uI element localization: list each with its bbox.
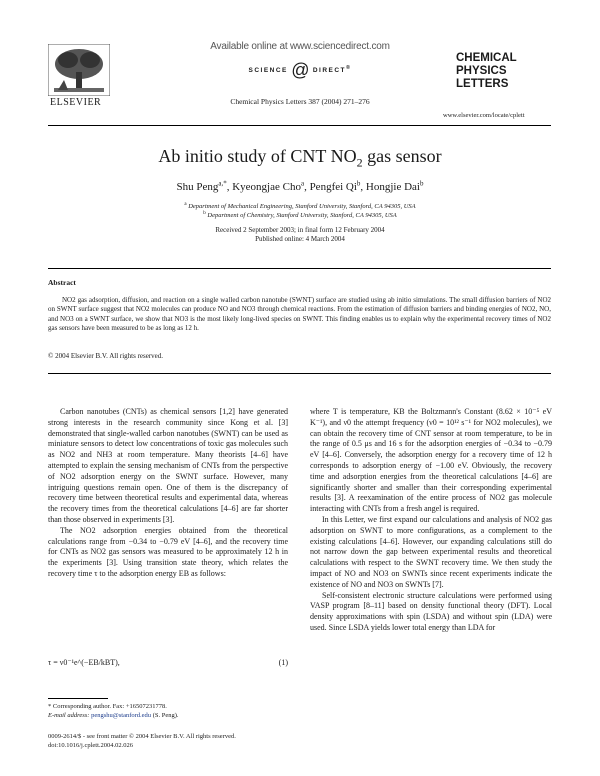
abstract-copyright: © 2004 Elsevier B.V. All rights reserved. [48,352,164,360]
sd-at-symbol: @ [291,60,310,80]
author: Pengfei Qi$^b$, [309,179,366,193]
journal-line-2: PHYSICS [456,65,507,77]
corresponding-author: * Corresponding author. Fax: +16507231778. [48,703,167,710]
abstract-bottom-rule [48,373,551,374]
header-rule [48,125,551,126]
sd-right: DIRECT [312,67,347,75]
paragraph: Carbon nanotubes (CNTs) as chemical sensors [1,2] have generated strong interests in the research community since Kong et al. [3] demonstrated that single-walled carbon nanotubes (SWNT) can be used as miniature sensors to detect low concentrations of toxic gas molecules such as NO2 and NH3 at room temperature. Many theorists [4–6] have attempted to explain the sensing mechanism of CNTs from the perspective of NO2 adsorption energy on the SWNT surface. However, many intriguing questions remain open. One of them is the discrepancy of recovery time between theoretical results and experimental data, whereas the recovery times from the theoretical calculations [4–6] are far shorter than those observed in experiments [3]. [48,407,288,524]
title-subscript: 2 [356,155,363,170]
paragraph: In this Letter, we first expand our calculations and analysis of NO2 gas adsorption on SWNT to more configurations, as a complement to the existing calculations [4–6]. However, our expanding calculations still do not narrow down the gap between experimental results and theoretical calculations with respect to the SWNT recovery time. We then study the impact of NO and NO3 on SWNTs since recent experiments indicate the existence of NO and NO3 on SWNTs [7]. [310,514,552,589]
email-link[interactable]: pengshu@stanford.edu [91,712,152,719]
sd-registered-mark: ® [346,65,352,72]
journal-citation: Chemical Physics Letters 387 (2004) 271–276 [230,97,370,106]
author-list [0,179,600,193]
article-title [0,146,600,171]
available-online-text: Available online at www.sciencedirect.com [210,41,390,52]
equation-text: τ = ν0⁻¹e^(−EB/kBT), [48,658,120,667]
author: Shu Peng$^{a,*}$, [176,179,233,193]
journal-url: www.elsevier.com/locate/cplett [443,112,525,119]
abstract-top-rule [48,268,551,269]
paragraph: The NO2 adsorption energies obtained from the theoretical calculations range from −0.34 to −0.79 eV [4–6], and the recovery time for CNTs as NO2 gas sensors was measured to be approximately 12 h in the experiments [3]. Using transition state theory, which relates the recovery time τ to the adsorption energy EB as follows: [48,525,288,578]
affiliation-a: $^a$ Department of Mechanical Engineering, Stanford University, Stanford, CA 94305, USA [184,202,416,211]
author: Hongjie Dai$^b$ [365,179,424,193]
received-date: Received 2 September 2003; in final form 12 February 2004 [215,226,385,234]
paragraph: Self-consistent electronic structure calculations were performed using VASP program [8–11] based on density functional theory (DFT). Local density approximations with spin (LSDA) and without spin (LDA) were used. Since LSDA yields lower total energy than LDA for [310,590,552,632]
published-date: Published online: 4 March 2004 [255,235,345,243]
journal-line-3: LETTERS [456,78,509,90]
left-column [48,407,288,580]
title-main: Ab initio study of CNT NO [158,146,357,166]
footnote-rule [48,698,108,699]
front-matter-line: 0009-2614/$ - see front matter © 2004 Elsevier B.V. All rights reserved. [48,733,236,740]
paragraph: where T is temperature, KB the Boltzmann's Constant (8.62 × 10⁻⁵ eV K⁻¹), and ν0 the attempt frequency (ν0 = 10¹² s⁻¹ for NO2 molecules), we can obtain the recovery time of CNT sensor at room temperature, to be in the range of 0.5 μs and 16 s for the adsorption energies of −0.34 to −0.79 eV [4–6]. Conversely, the adsorption energy for a recovery time of 12 h corresponds to adsorption energy of −1.00 eV. Obviously, the recovery time and adsorption energies from the theoretical calculations [4–6] are significantly shorter and smaller than their corresponding experimental results [3]. A reexamination of the entire process of NO2 gas molecule interacting with CNTs from a fresh angel is required. [310,407,552,514]
journal-line-1: CHEMICAL [456,52,517,64]
equation-1 [48,658,288,667]
abstract-heading: Abstract [48,278,76,287]
footnote [48,702,179,720]
journal-title [456,52,517,91]
equation-number: (1) [278,658,288,667]
author: Kyeongjae Cho$^a$, [232,179,310,193]
sciencedirect-logo [225,60,375,81]
doi[interactable]: doi:10.1016/j.cplett.2004.02.026 [48,742,134,749]
publisher-name: ELSEVIER [50,97,102,108]
email-line: E-mail address: pengshu@stanford.edu (S. Peng). [48,712,179,719]
sd-left: SCIENCE [248,67,288,75]
title-end: gas sensor [362,146,442,166]
elsevier-tree-logo [48,44,110,96]
affiliation-b: $^b$ Department of Chemistry, Stanford University, Stanford, CA 94305, USA [203,211,397,220]
front-matter [48,732,236,750]
right-column [310,407,552,634]
abstract-text: NO2 gas adsorption, diffusion, and reaction on a single walled carbon nanotube (SWNT) surface are studied using ab initio simulations. The small diffusion barriers of NO2 on SWNT surface suggest that NO2 molecules can produce NO and NO3 through chemical reactions. From the estimation of diffusion barriers and binding energies of NO2, NO, and NO3 on a SWNT surface, we show that NO3 is the most likely long-lived species on SWNT. This finding enables us to explain why the experimental recovery times of NO2 gas sensors have been measured to be as long as 12 h. [48,296,551,333]
